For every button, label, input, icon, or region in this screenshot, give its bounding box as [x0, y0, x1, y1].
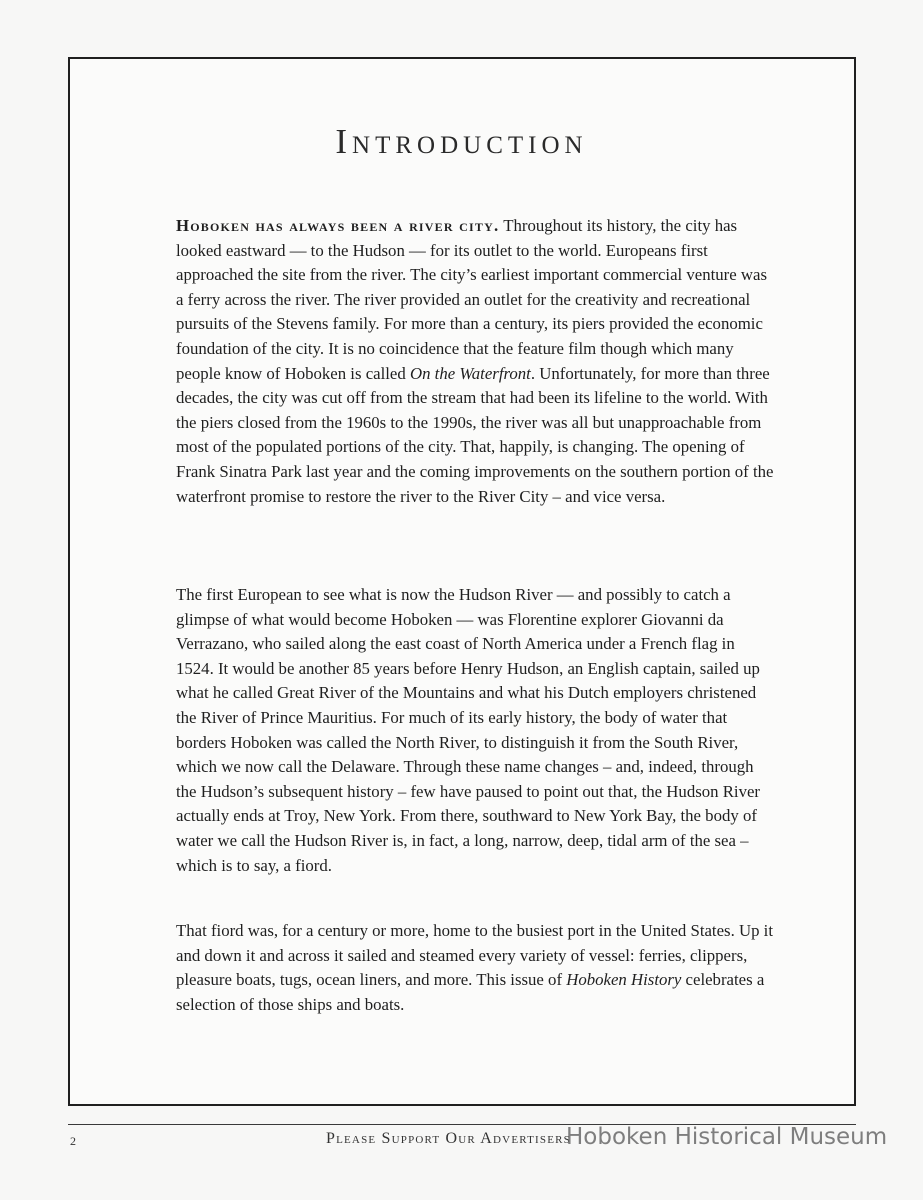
- paragraph-1-text-b: . Unfortunately, for more than three decades, the city was cut off from the stream that had been its lifeline to the world. With the piers closed from the 1960s to the 1990s, the river was all but unapproachable from most of the populated portions of the city. That, happily, is changing. The opening of Frank Sinatra Park last year and the coming improvements on the southern portion of the waterfront promise to restore the river to the River City – and vice versa.: [176, 363, 774, 506]
- footer-text: Please Support Our Advertisers: [326, 1130, 571, 1147]
- lead-sentence: Hoboken has always been a river city.: [176, 216, 500, 235]
- paragraph-1-text-a: Throughout its history, the city has looked eastward — to the Hudson — for its outlet to the world. Europeans first approached the site from the river. The city’s earliest important commercial venture was a ferry across the river. The river provided an outlet for the creativity and recreational pursuits of the Stevens family. For more than a century, its piers provided the economic foundation of the city. It is no coincidence that the feature film though which many people know of Hoboken is called: [176, 216, 768, 383]
- intro-paragraph-3: [176, 919, 776, 1017]
- film-title: On the Waterfront: [409, 363, 531, 383]
- watermark: Hoboken Historical Museum: [566, 1124, 888, 1150]
- paragraph-3-text-a: That fiord was, for a century or more, home to the busiest port in the United States. Up it and down it and across it sailed and steamed every variety of vessel: ferries, clippers, pleasure boats, tugs, ocean liners, and more. This issue of: [176, 921, 773, 990]
- intro-paragraph-1: [176, 214, 776, 509]
- intro-paragraph-2: The first European to see what is now the Hudson River — and possibly to catch a glimpse of what would become Hoboken — was Florentine explorer Giovanni da Verrazano, who sailed along the east coast of North America under a French flag in 1524. It would be another 85 years before Henry Hudson, an English captain, sailed up what he called Great River of the Mountains and what his Dutch employers christened the River of Prince Mauritius. For much of its early history, the body of water that borders Hoboken was called the North River, to distinguish it from the South River, which we now call the Delaware. Through these name changes – and, indeed, through the Hudson’s subsequent history – few have paused to point out that, the Hudson River actually ends at Troy, New York. From there, southward to New York Bay, the body of water we call the Hudson River is, in fact, a long, narrow, deep, tidal arm of the sea – which is to say, a fiord.: [176, 585, 761, 875]
- page-title: Introduction: [335, 122, 588, 161]
- publication-title: Hoboken History: [566, 970, 682, 990]
- page-number: 2: [70, 1134, 76, 1148]
- paragraph-3-text-b: celebrates a selection of those ships and boats.: [176, 970, 765, 1014]
